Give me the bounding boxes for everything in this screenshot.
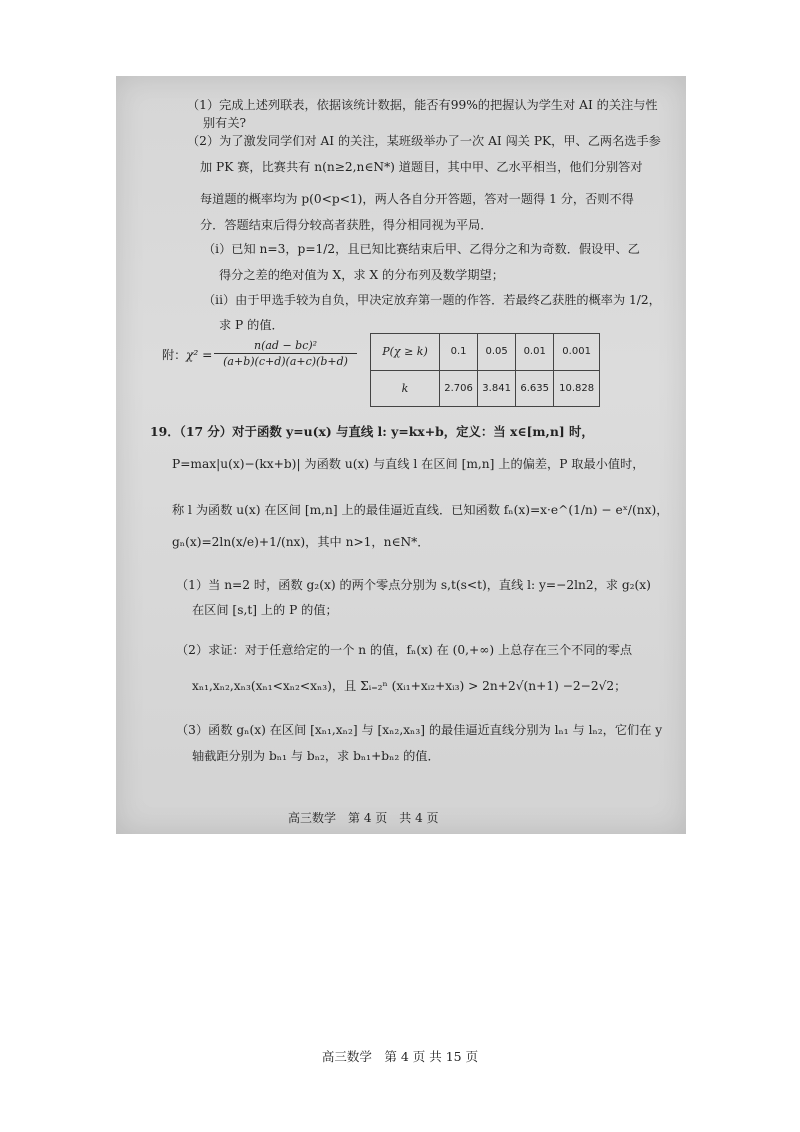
q18-subq-ii-line2: 求 P 的值． xyxy=(219,318,284,332)
table-header-cell: k xyxy=(371,370,440,407)
q19-part3-line1: （3）函数 gₙ(x) 在区间 [xₙ₁,xₙ₂] 与 [xₙ₂,xₙ₃] 的最佳逼近直线分别为 lₙ₁ 与 lₙ₂，它们在 y xyxy=(176,723,663,737)
formula-denominator: (a+b)(c+d)(a+c)(b+d) xyxy=(223,355,348,368)
table-cell: 0.01 xyxy=(516,334,554,371)
q19-part1-line1: （1）当 n=2 时，函数 g₂(x) 的两个零点分别为 s,t(s<t)，直线 l: y=−2ln2，求 g₂(x) xyxy=(176,578,651,592)
table-header-cell: P(χ ≥ k) xyxy=(371,334,440,371)
document-page-footer: 高三数学 第 4 页 共 15 页 xyxy=(321,1049,479,1064)
table-cell: 10.828 xyxy=(554,370,600,407)
chi-square-formula xyxy=(214,338,357,369)
table-cell: 0.05 xyxy=(478,334,516,371)
photographed-exam-page xyxy=(116,76,686,834)
q18-part2-line4: 分．答题结束后得分较高者获胜，得分相同视为平局． xyxy=(200,218,493,232)
table-row xyxy=(371,334,600,371)
table-cell: 3.841 xyxy=(478,370,516,407)
q18-part2-line1: （2）为了激发同学们对 AI 的关注，某班级举办了一次 AI 闯关 PK，甲、乙两名选手参 xyxy=(187,134,661,148)
appendix-label: 附： xyxy=(162,348,187,362)
table-cell: 0.001 xyxy=(554,334,600,371)
q19-line3: 称 l 为函数 u(x) 在区间 [m,n] 上的最佳逼近直线．已知函数 fₙ(x)=x·e^(1/n) − eˣ/(nx)， xyxy=(172,503,669,517)
table-cell: 6.635 xyxy=(516,370,554,407)
formula-lhs: χ² = xyxy=(186,348,213,362)
q18-subq-i-line1: （i）已知 n=3，p=1/2，且已知比赛结束后甲、乙得分之和为奇数．假设甲、乙 xyxy=(203,242,640,256)
q19-part1-line2: 在区间 [s,t] 上的 P 的值； xyxy=(192,603,338,617)
q19-line4: gₙ(x)=2ln(x/e)+1/(nx)，其中 n>1，n∈N*． xyxy=(172,535,430,549)
table-cell: 0.1 xyxy=(440,334,478,371)
q19-part2-line2: xₙ₁,xₙ₂,xₙ₃(xₙ₁<xₙ₂<xₙ₃)，且 Σᵢ₌₂ⁿ (xᵢ₁+xᵢ₂+xᵢ₃) > 2n+2√(n+1) −2−2√2； xyxy=(192,679,627,693)
q19-line2: P=max|u(x)−(kx+b)| 为函数 u(x) 与直线 l 在区间 [m,n] 上的偏差，P 取最小值时， xyxy=(172,457,645,471)
chi-square-critical-table xyxy=(370,333,600,407)
q18-part1-line1: （1）完成上述列联表，依据该统计数据，能否有99%的把握认为学生对 AI 的关注与性 xyxy=(187,98,658,112)
q18-part2-line3: 每道题的概率均为 p(0<p<1)，两人各自分开答题，答对一题得 1 分，否则不得 xyxy=(200,192,634,206)
q18-subq-ii-line1: （ii）由于甲选手较为自负，甲决定放弃第一题的作答．若最终乙获胜的概率为 1/2， xyxy=(203,293,661,307)
q19-line1: 19．（17 分）对于函数 y=u(x) 与直线 l: y=kx+b，定义：当 x∈[m,n] 时， xyxy=(150,424,594,439)
photo-page-footer: 高三数学 第 4 页 共 4 页 xyxy=(288,811,439,825)
table-row xyxy=(371,370,600,407)
q19-part2-line1: （2）求证：对于任意给定的一个 n 的值，fₙ(x) 在 (0,+∞) 上总存在三个不同的零点 xyxy=(176,643,633,657)
q19-part3-line2: 轴截距分别为 bₙ₁ 与 bₙ₂，求 bₙ₁+bₙ₂ 的值． xyxy=(192,749,440,763)
q18-part2-line2: 加 PK 赛，比赛共有 n(n≥2,n∈N*) 道题目，其中甲、乙水平相当，他们分别答对 xyxy=(200,160,643,174)
q18-subq-i-line2: 得分之差的绝对值为 X，求 X 的分布列及数学期望； xyxy=(219,268,504,282)
table-cell: 2.706 xyxy=(440,370,478,407)
formula-numerator: n(ad − bc)² xyxy=(214,338,357,354)
q18-part1-line2: 别有关? xyxy=(203,116,247,130)
